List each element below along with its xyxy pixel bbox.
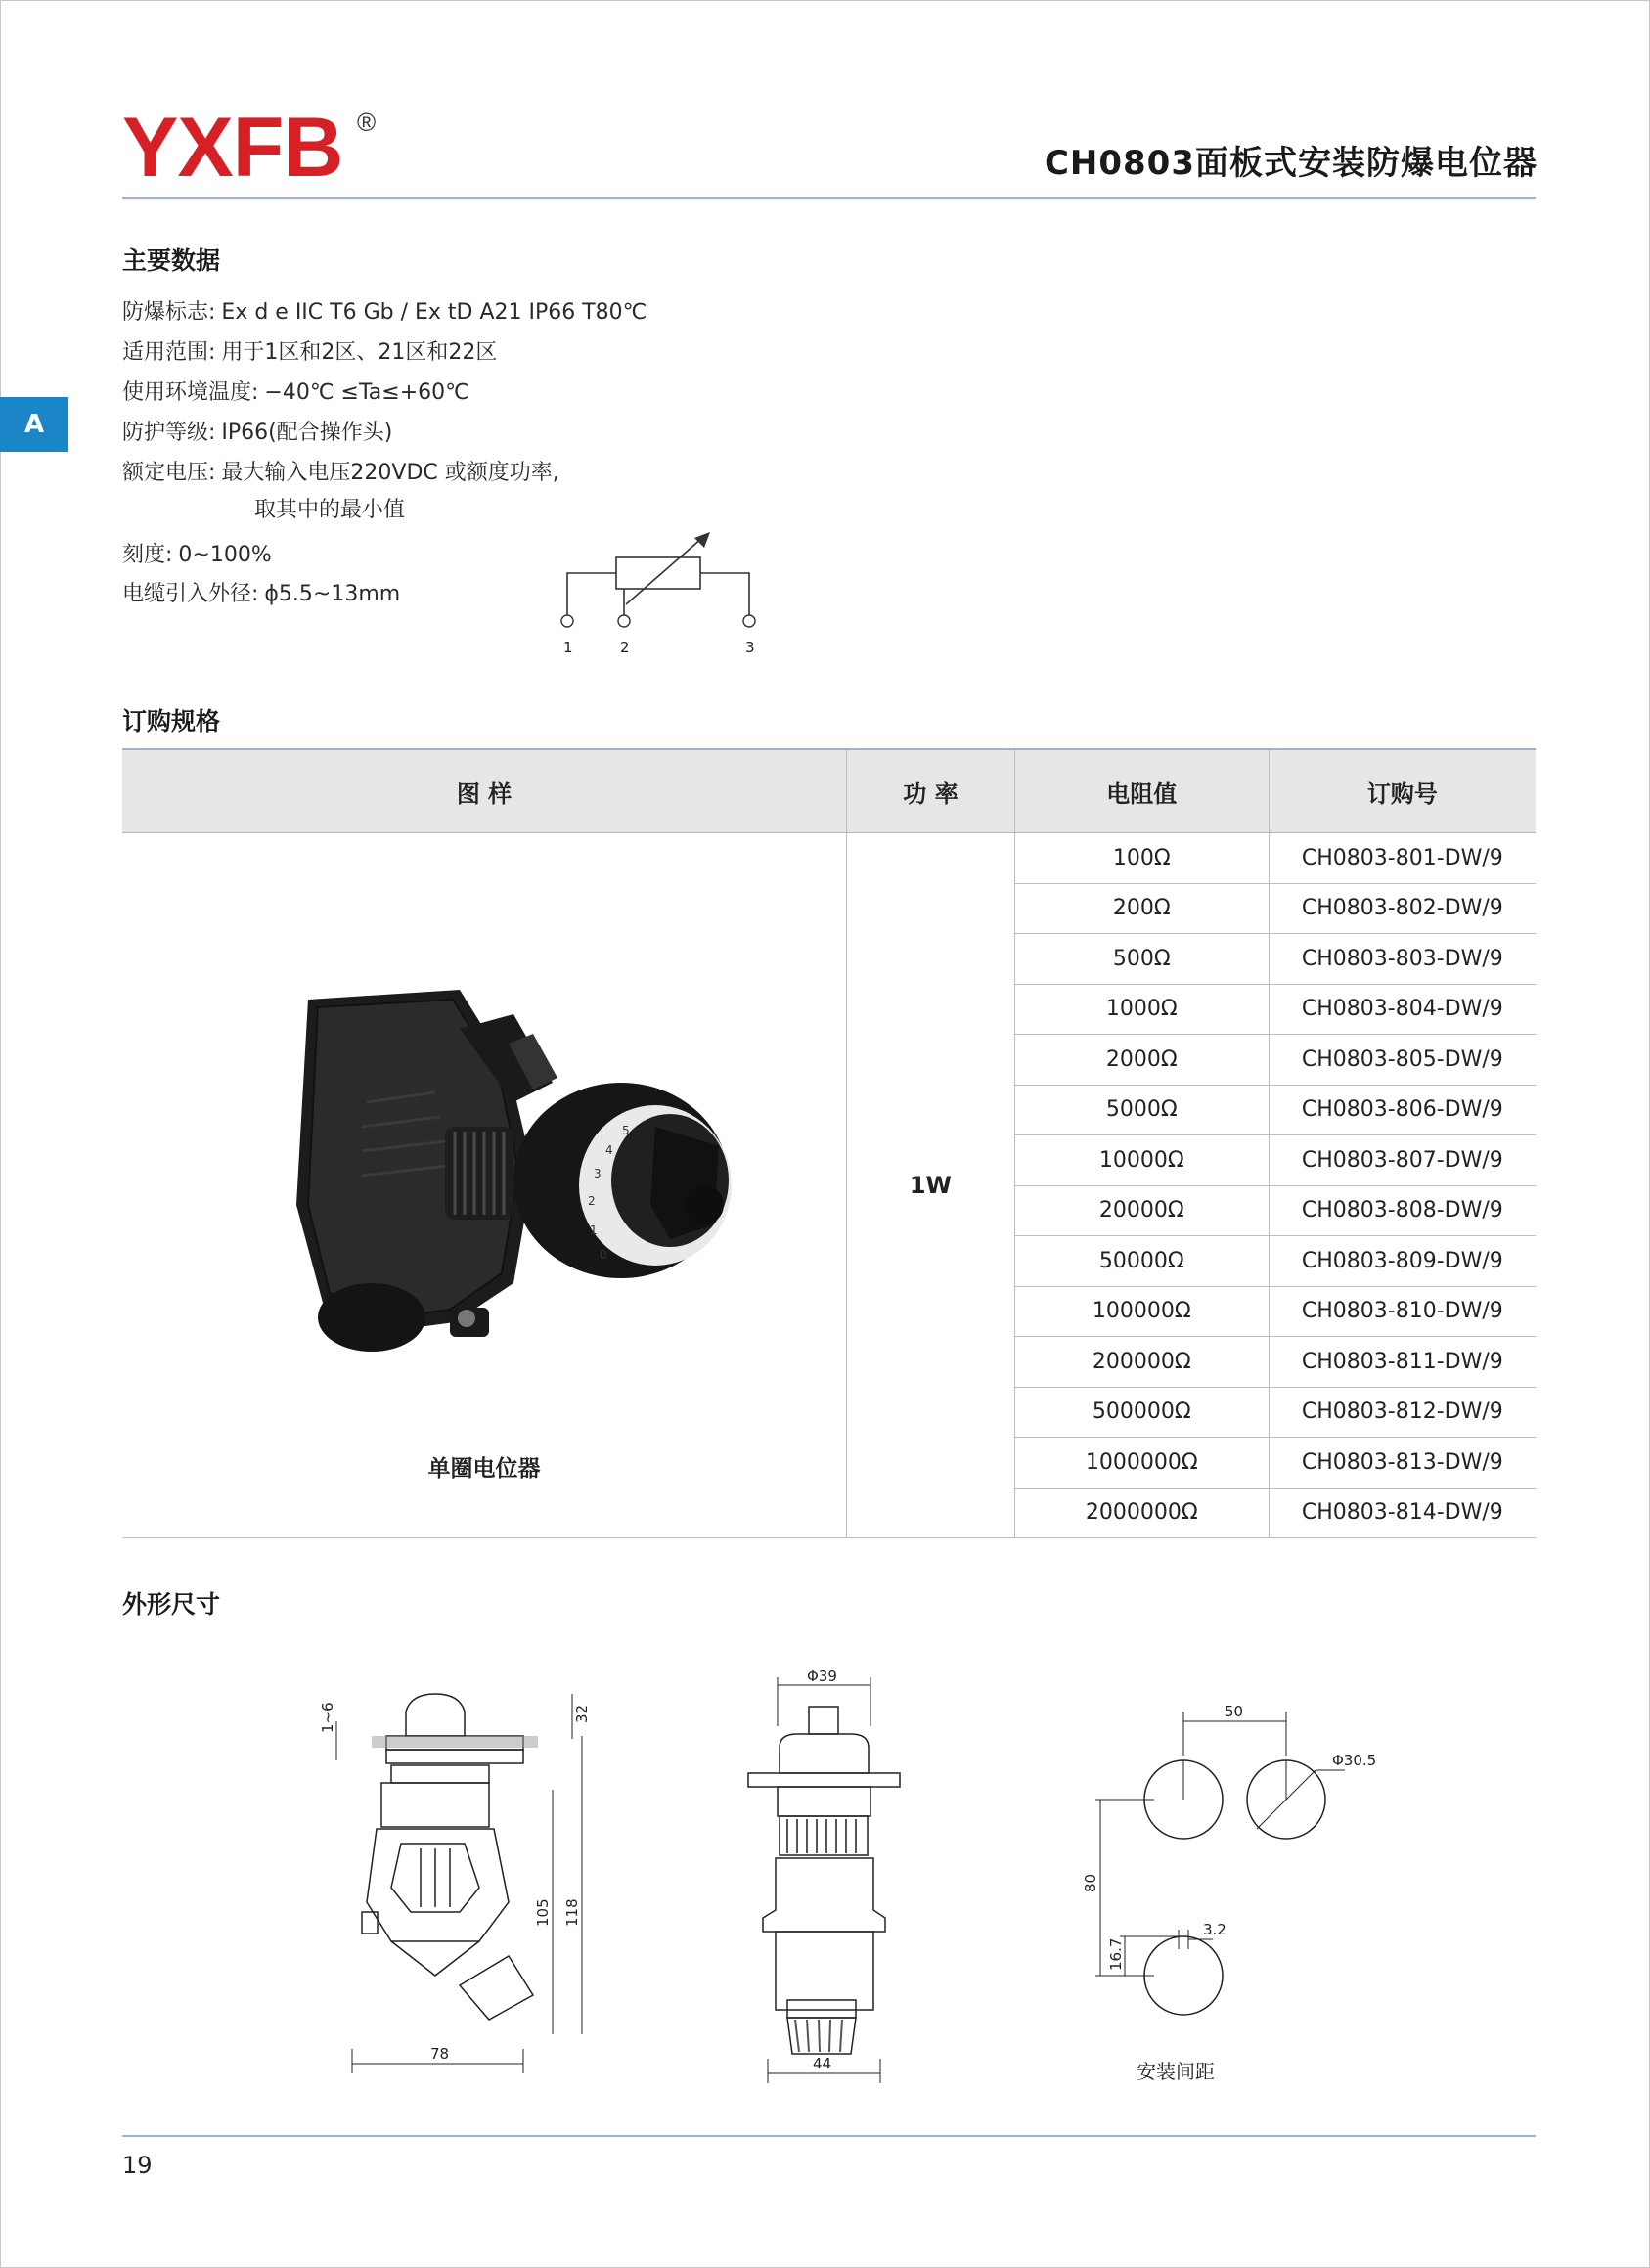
- mounting-spacing-drawing: [1076, 1697, 1418, 2088]
- side-view-drawing: [313, 1663, 606, 2093]
- resistance-cell: 20000Ω: [1014, 1185, 1269, 1236]
- order-no-cell: CH0803-810-DW/9: [1269, 1286, 1536, 1337]
- resistance-cell: 2000Ω: [1014, 1035, 1269, 1086]
- dimension-label: 118: [563, 1898, 581, 1927]
- spec-value: 最大输入电压220VDC 或额度功率,: [221, 461, 559, 485]
- dimension-label: 32: [573, 1704, 591, 1723]
- mounting-caption: 安装间距: [1137, 2060, 1215, 2083]
- dial-number: 2: [588, 1194, 596, 1208]
- dimension-label: 80: [1082, 1873, 1099, 1892]
- resistance-cell: 50000Ω: [1014, 1236, 1269, 1287]
- spec-rated-voltage: [122, 463, 559, 484]
- dimension-label: 105: [534, 1898, 552, 1927]
- dial-number: 4: [605, 1143, 613, 1157]
- spec-value: 用于1区和2区、21区和22区: [221, 340, 498, 365]
- pin-label: 1: [563, 639, 573, 656]
- footer-divider: [122, 2135, 1536, 2137]
- order-no-cell: CH0803-814-DW/9: [1269, 1488, 1536, 1538]
- order-table: [122, 748, 1536, 1538]
- order-no-cell: CH0803-804-DW/9: [1269, 984, 1536, 1035]
- section-title-ordering: 订购规格: [122, 707, 221, 735]
- dial-number: 3: [594, 1167, 602, 1180]
- image-caption: 单圈电位器: [427, 1456, 541, 1482]
- resistance-cell: 500Ω: [1014, 934, 1269, 985]
- resistance-cell: 5000Ω: [1014, 1085, 1269, 1135]
- dimension-label: Φ39: [807, 1668, 837, 1685]
- resistance-cell: 1000Ω: [1014, 984, 1269, 1035]
- dimension-label: 3.2: [1203, 1921, 1226, 1938]
- power-cell: 1W: [847, 833, 1015, 1538]
- dimension-label: Φ30.5: [1332, 1752, 1377, 1769]
- header-image: 图 样: [122, 749, 847, 833]
- order-no-cell: CH0803-813-DW/9: [1269, 1438, 1536, 1489]
- front-view-drawing: [738, 1668, 910, 2088]
- order-no-cell: CH0803-809-DW/9: [1269, 1236, 1536, 1287]
- order-no-cell: CH0803-802-DW/9: [1269, 883, 1536, 934]
- section-tab-a[interactable]: A: [0, 397, 68, 452]
- resistance-cell: 2000000Ω: [1014, 1488, 1269, 1538]
- spec-scope: [122, 342, 497, 364]
- spec-label: 防护等级:: [122, 421, 216, 445]
- spec-rated-voltage-cont: 取其中的最小值: [254, 498, 406, 522]
- resistance-cell: 10000Ω: [1014, 1135, 1269, 1186]
- registered-mark: ®: [357, 108, 377, 137]
- dimension-label: 50: [1225, 1703, 1244, 1720]
- pin-label: 3: [745, 639, 755, 656]
- order-no-cell: CH0803-811-DW/9: [1269, 1337, 1536, 1388]
- spec-label: 额定电压:: [122, 461, 216, 485]
- spec-ex-marking: [122, 302, 647, 324]
- resistance-cell: 1000000Ω: [1014, 1438, 1269, 1489]
- resistance-cell: 200000Ω: [1014, 1337, 1269, 1388]
- header-divider: [122, 197, 1536, 199]
- order-no-cell: CH0803-808-DW/9: [1269, 1185, 1536, 1236]
- spec-label: 刻度:: [122, 543, 173, 567]
- header-order-no: 订购号: [1269, 749, 1536, 833]
- resistance-cell: 100Ω: [1014, 833, 1269, 884]
- order-no-cell: CH0803-801-DW/9: [1269, 833, 1536, 884]
- order-no-cell: CH0803-807-DW/9: [1269, 1135, 1536, 1186]
- dimension-label: 78: [430, 2045, 450, 2063]
- dial-number: 0: [600, 1248, 607, 1262]
- dimension-label: 16.7: [1107, 1937, 1125, 1971]
- order-no-cell: CH0803-803-DW/9: [1269, 934, 1536, 985]
- product-photo: [122, 833, 846, 1518]
- resistance-cell: 500000Ω: [1014, 1387, 1269, 1438]
- section-title-dimensions: 外形尺寸: [122, 1590, 221, 1619]
- dimension-label: 44: [813, 2055, 832, 2072]
- order-no-cell: CH0803-812-DW/9: [1269, 1387, 1536, 1438]
- product-image-cell: [122, 833, 847, 1538]
- order-no-cell: CH0803-806-DW/9: [1269, 1085, 1536, 1135]
- spec-label: 适用范围:: [122, 340, 216, 365]
- order-no-cell: CH0803-805-DW/9: [1269, 1035, 1536, 1086]
- resistance-cell: 100000Ω: [1014, 1286, 1269, 1337]
- spec-value: IP66(配合操作头): [221, 421, 393, 445]
- spec-protection: [122, 422, 392, 444]
- spec-value: Ex d e IIC T6 Gb / Ex tD A21 IP66 T80℃: [221, 300, 647, 325]
- spec-label: 防爆标志:: [122, 300, 216, 325]
- header-resistance: 电阻值: [1014, 749, 1269, 833]
- spec-value: −40℃ ≤Ta≤+60℃: [264, 380, 469, 405]
- dial-number: 1: [590, 1223, 598, 1237]
- spec-cable-diameter: [122, 584, 400, 605]
- spec-scale: [122, 545, 272, 566]
- spec-label: 电缆引入外径:: [122, 582, 259, 606]
- pin-label: 2: [620, 639, 630, 656]
- section-title-main-data: 主要数据: [122, 246, 221, 275]
- spec-value: ϕ5.5~13mm: [264, 582, 401, 606]
- potentiometer-schematic: [548, 528, 782, 665]
- page-number: 19: [122, 2152, 153, 2179]
- header-power: 功 率: [847, 749, 1015, 833]
- resistance-cell: 200Ω: [1014, 883, 1269, 934]
- table-row: [122, 833, 1536, 884]
- dimension-label: 1~6: [319, 1702, 336, 1733]
- dial-number: 5: [622, 1124, 630, 1137]
- brand-logo: YXFB: [122, 101, 343, 195]
- spec-value: 0~100%: [178, 543, 272, 567]
- spec-label: 使用环境温度:: [122, 380, 259, 405]
- spec-ambient-temp: [122, 382, 469, 404]
- page-title: CH0803面板式安装防爆电位器: [1044, 144, 1538, 183]
